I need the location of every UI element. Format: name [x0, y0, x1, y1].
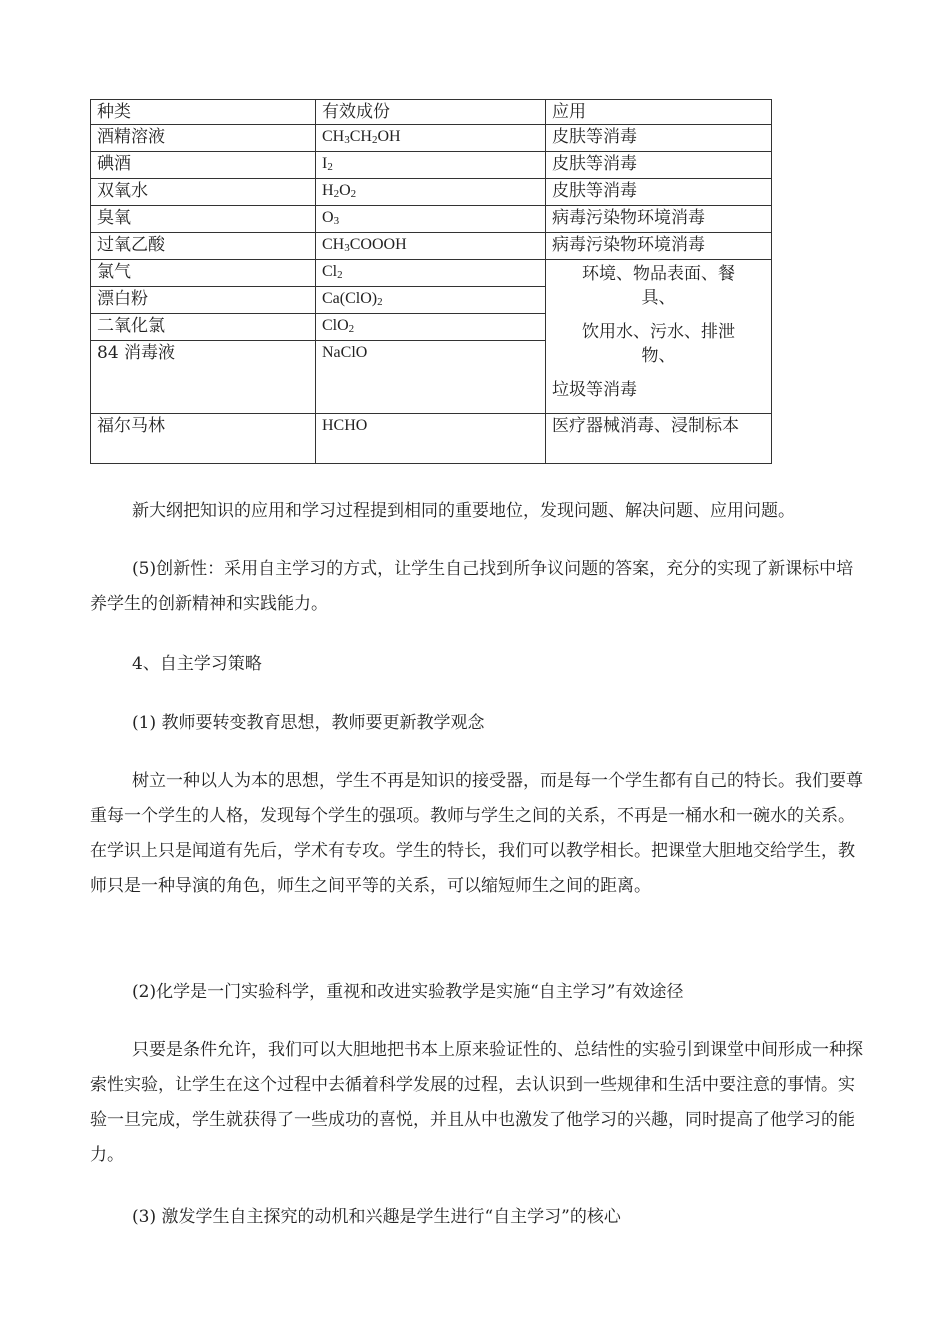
- disinfectant-table: [90, 99, 772, 464]
- kind-cell: 双氧水: [91, 179, 316, 206]
- body-paragraph: (5)创新性：采用自主学习的方式，让学生自己找到所争议问题的答案，充分的实现了新课标中培养学生的创新精神和实践能力。: [90, 559, 854, 614]
- header-ingredient: 有效成份: [316, 100, 546, 125]
- use-cell-merged: [546, 260, 772, 414]
- body-paragraph: 只要是条件允许，我们可以大胆地把书本上原来验证性的、总结性的实验引到课堂中间形成一种探索性实验，让学生在这个过程中去循着科学发展的过程，去认识到一些规律和生活中要注意的事情。实验一旦完成，学生就获得了一些成功的喜悦，并且从中也激发了他学习的兴趣，同时提高了他学习的能力。: [90, 1040, 863, 1165]
- ingredient-cell: $CH_3COOOH$: [316, 233, 546, 260]
- table-row: [91, 233, 772, 260]
- kind-cell: 漂白粉: [91, 287, 316, 314]
- ingredient-cell: $H_2O_2$: [316, 179, 546, 206]
- ingredient-cell: ClO$_2$: [316, 314, 546, 341]
- kind-cell: 酒精溶液: [91, 125, 316, 152]
- kind-cell: 臭氧: [91, 206, 316, 233]
- header-use: 应用: [546, 100, 772, 125]
- ingredient-cell: HCHO: [316, 414, 546, 464]
- ingredient-cell: $I_2$: [316, 152, 546, 179]
- use-cell: 皮肤等消毒: [546, 152, 772, 179]
- kind-cell: 过氧乙酸: [91, 233, 316, 260]
- kind-cell: 碘酒: [91, 152, 316, 179]
- table-row: [91, 179, 772, 206]
- body-paragraph: 新大纲把知识的应用和学习过程提到相同的重要地位，发现问题、解决问题、应用问题。: [132, 501, 795, 521]
- merged-use-line: 具、: [641, 288, 676, 308]
- section-heading: 4、自主学习策略: [132, 654, 262, 674]
- table-row: [91, 414, 772, 464]
- kind-cell: 84 消毒液: [91, 341, 316, 414]
- use-cell: 病毒污染物环境消毒: [546, 233, 772, 260]
- subsection-heading: (3) 激发学生自主探究的动机和兴趣是学生进行“自主学习”的核心: [132, 1207, 621, 1227]
- ingredient-cell: $O_3$: [316, 206, 546, 233]
- table-row: [91, 152, 772, 179]
- merged-use-line: 环境、物品表面、餐: [582, 264, 735, 284]
- table-row: [91, 125, 772, 152]
- subsection-heading: (2)化学是一门实验科学，重视和改进实验教学是实施“自主学习”有效途径: [132, 982, 684, 1002]
- kind-cell: 氯气: [91, 260, 316, 287]
- use-cell: 皮肤等消毒: [546, 179, 772, 206]
- merged-use-line: 饮用水、污水、排泄: [582, 322, 735, 342]
- ingredient-cell: $CH_3CH_2OH$: [316, 125, 546, 152]
- use-cell: 皮肤等消毒: [546, 125, 772, 152]
- kind-cell: 福尔马林: [91, 414, 316, 464]
- table-row: [91, 206, 772, 233]
- kind-cell: 二氧化氯: [91, 314, 316, 341]
- merged-use-line: 垃圾等消毒: [552, 380, 637, 400]
- body-paragraph: 树立一种以人为本的思想，学生不再是知识的接受器，而是每一个学生都有自己的特长。我们要尊重每一个学生的人格，发现每个学生的强项。教师与学生之间的关系，不再是一桶水和一碗水的关系。在学识上只是闻道有先后，学术有专攻。学生的特长，我们可以教学相长。把课堂大胆地交给学生，教师只是一种导演的角色，师生之间平等的关系，可以缩短师生之间的距离。: [90, 771, 863, 896]
- ingredient-cell: $Ca(ClO)_2$: [316, 287, 546, 314]
- header-kind: 种类: [91, 100, 316, 125]
- ingredient-cell: $Cl_2$: [316, 260, 546, 287]
- use-cell: 医疗器械消毒、浸制标本: [546, 414, 772, 464]
- ingredient-cell: NaClO: [316, 341, 546, 414]
- table-row: [91, 260, 772, 287]
- use-cell: 病毒污染物环境消毒: [546, 206, 772, 233]
- merged-use-line: 物、: [641, 346, 676, 366]
- subsection-heading: (1) 教师要转变教育思想，教师要更新教学观念: [132, 713, 485, 733]
- table-header-row: [91, 100, 772, 125]
